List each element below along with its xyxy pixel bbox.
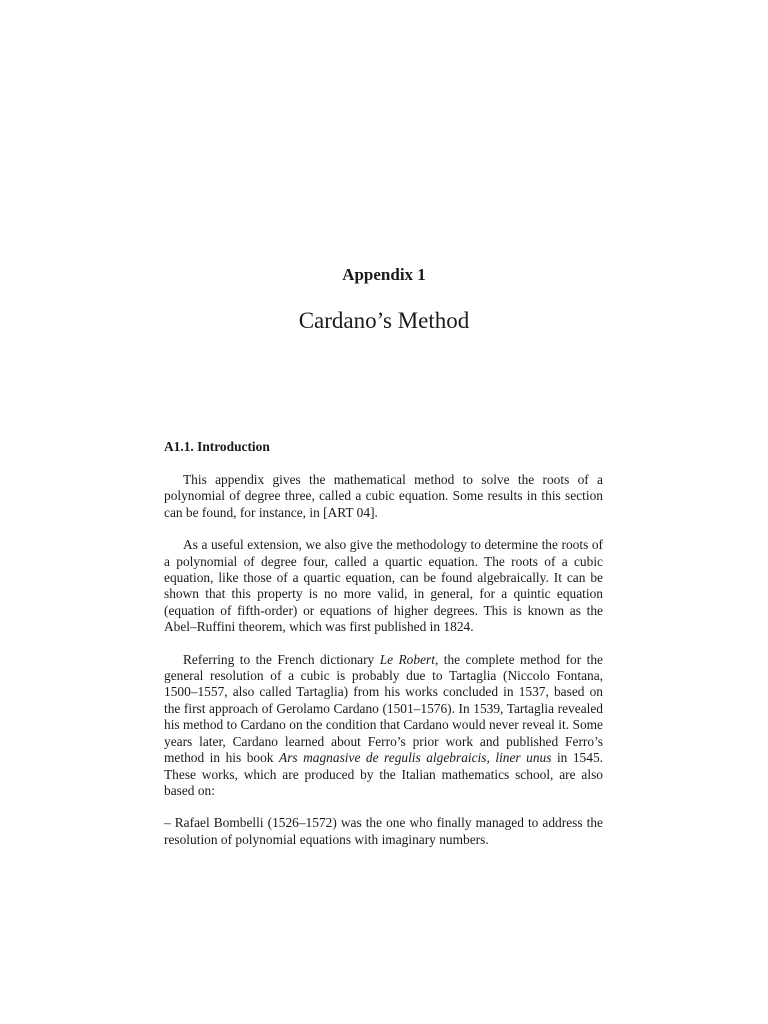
chapter-title: Cardano’s Method (298, 308, 470, 333)
paragraph-history-part-a: Referring to the French dictionary (183, 651, 380, 667)
body-text (164, 438, 603, 864)
dictionary-title: Le Robert (379, 651, 435, 667)
paragraph-history-part-c: , the complete method for the general resolution of a cubic is probably due to Tartaglia (Niccolo Fontana, 1500–1557, also called Tartaglia) from his works concluded in 1537, based on the first approach of Gerolamo Cardano (1501–1576). In 1539, Tartaglia revealed his method to Cardano on the condition that Cardano would never reveal it. Some years later, Cardano learned about Ferro’s prior work and published Ferro’s method in his book (164, 651, 603, 766)
paragraph-intro: This appendix gives the mathematical method to solve the roots of a polynomial of degree three, called a cubic equation. Some results in this section can be found, for instance, in [ART 04]. (164, 472, 603, 520)
section-heading: A1.1. Introduction (164, 439, 270, 454)
paragraph-history-part-e: in 1545. These works, which are produced by the Italian mathematics school, are also based on: (164, 750, 603, 798)
appendix-label: Appendix 1 (342, 265, 426, 284)
paragraph-bombelli: – Rafael Bombelli (1526–1572) was the one who finally managed to address the resolution of polynomial equations with imaginary numbers. (164, 815, 603, 847)
book-title: Ars magnasive de regulis algebraicis, liner unus (279, 750, 552, 766)
paragraph-history (164, 652, 603, 800)
paragraph-extension: As a useful extension, we also give the methodology to determine the roots of a polynomial of degree four, called a quartic equation. The roots of a cubic equation, like those of a quartic equation, can be found algebraically. It can be shown that this property is no more valid, in general, for a quintic equation (equation of fifth-order) or equations of higher degrees. This is known as the Abel–Ruffini theorem, which was first published in 1824. (164, 537, 603, 635)
